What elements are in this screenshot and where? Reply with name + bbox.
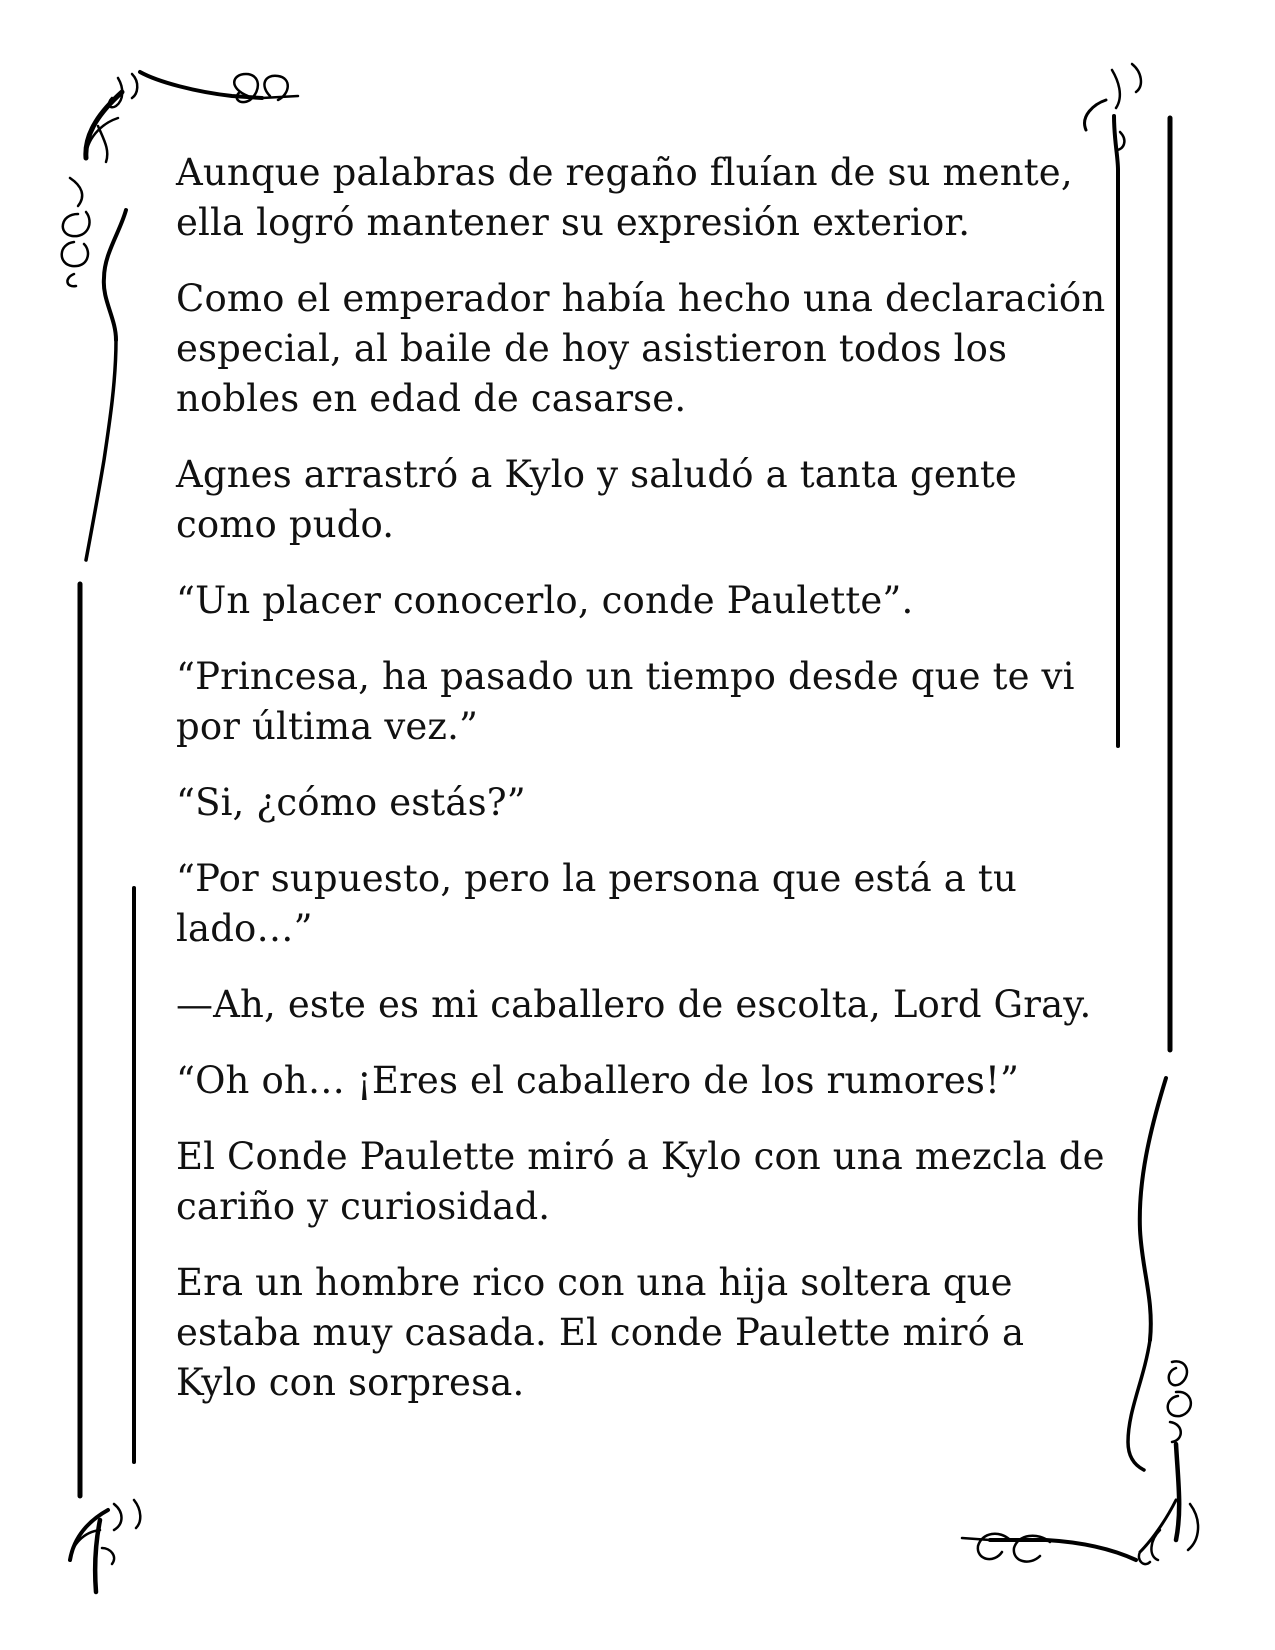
paragraph: “Si, ¿cómo estás?”: [176, 781, 526, 824]
document-body: [176, 148, 1106, 1434]
paragraph: Era un hombre rico con una hija soltera que estaba muy casada. El conde Paulette miró a Kylo con sorpresa.: [176, 1261, 1025, 1404]
paragraph: “Oh oh… ¡Eres el caballero de los rumores!”: [176, 1059, 1020, 1102]
paragraph: Aunque palabras de regaño fluían de su mente, ella logró mantener su expresión exterior.: [176, 151, 1073, 244]
paragraph: El Conde Paulette miró a Kylo con una mezcla de cariño y curiosidad.: [176, 1135, 1105, 1228]
paragraph: Agnes arrastró a Kylo y saludó a tanta gente como pudo.: [176, 453, 1017, 546]
bottom-left-flourish-icon: [70, 1500, 140, 1592]
paragraph: Como el emperador había hecho una declaración especial, al baile de hoy asistieron todos los nobles en edad de casarse.: [176, 277, 1106, 420]
paragraph: “Por supuesto, pero la persona que está a tu lado…”: [176, 857, 1017, 950]
paragraph: “Princesa, ha pasado un tiempo desde que te vi por última vez.”: [176, 655, 1075, 748]
paragraph: —Ah, este es mi caballero de escolta, Lord Gray.: [176, 983, 1092, 1026]
paragraph: “Un placer conocerlo, conde Paulette”.: [176, 579, 914, 622]
